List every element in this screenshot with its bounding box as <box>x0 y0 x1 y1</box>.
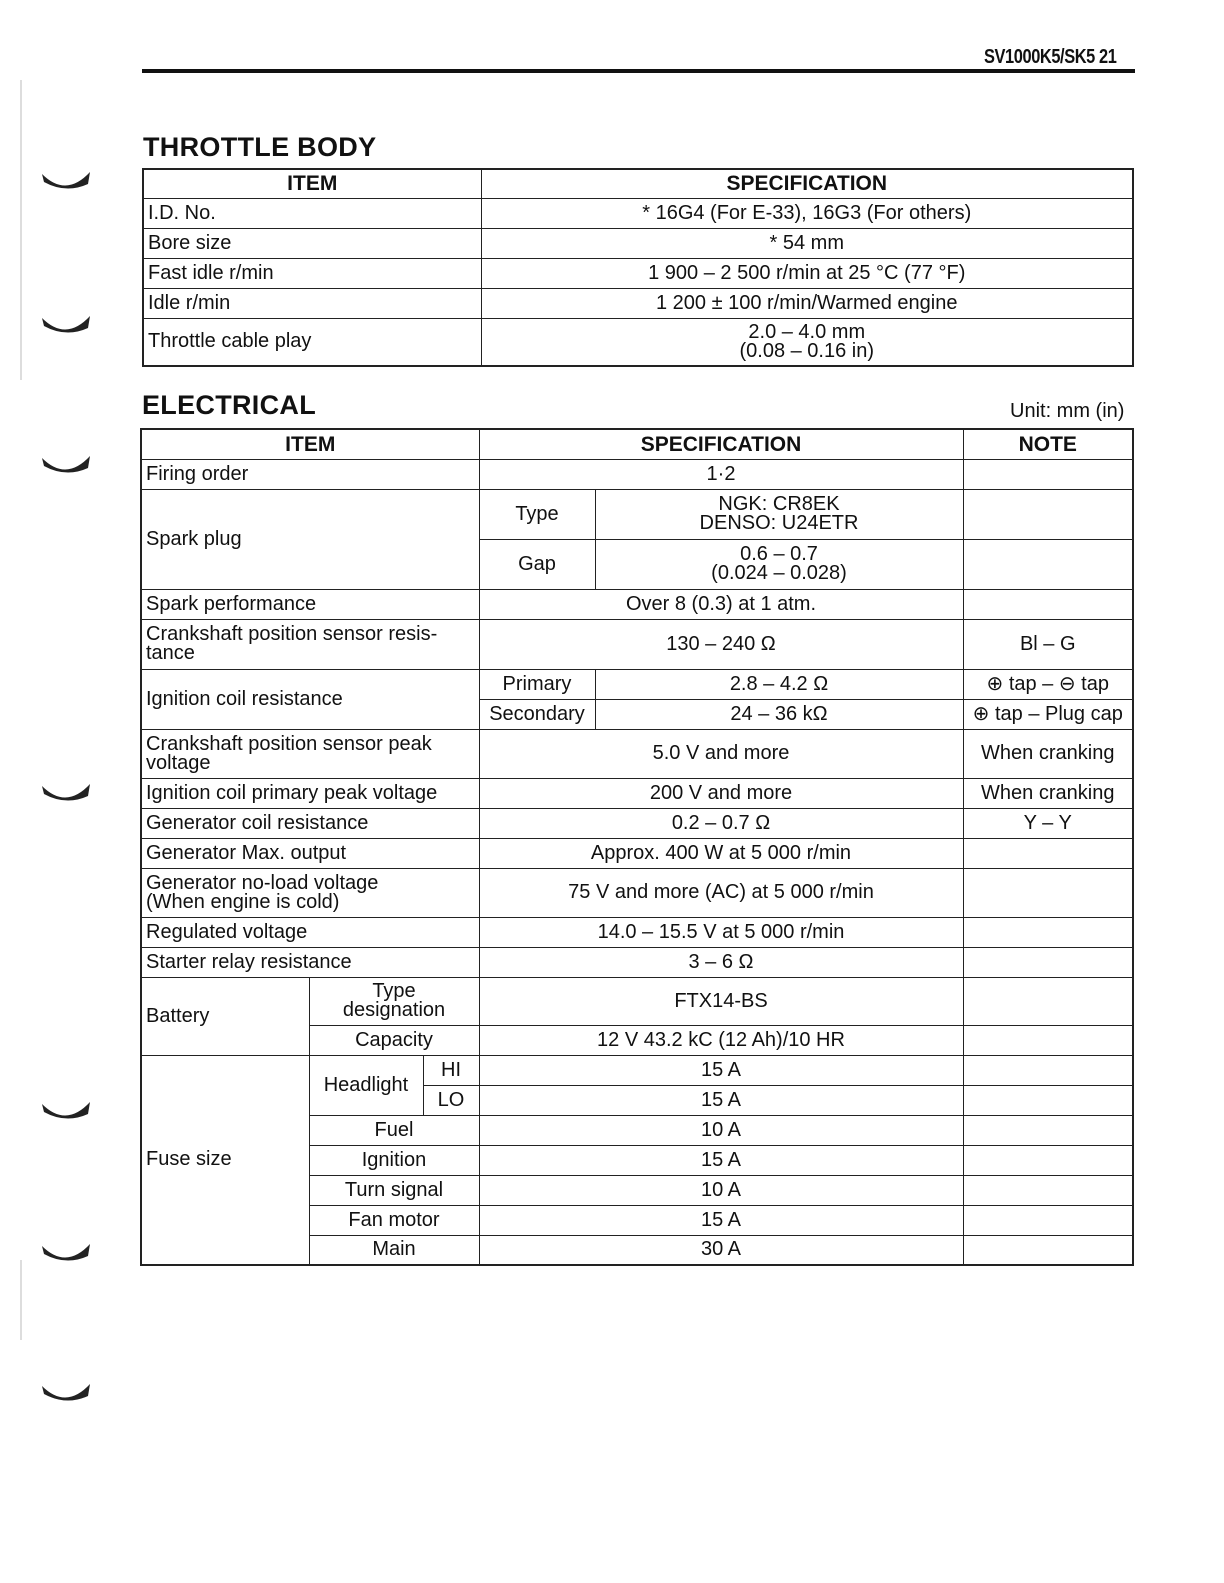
sub-label: HI <box>423 1055 479 1085</box>
sub-label <box>309 977 479 1025</box>
page-edge-line <box>20 80 22 380</box>
row-spec: 130 – 240 Ω <box>479 619 963 669</box>
row-spec: 3 – 6 Ω <box>479 947 963 977</box>
row-spec: 15 A <box>479 1085 963 1115</box>
spec-line: (0.024 – 0.028) <box>711 562 847 584</box>
row-item: Spark plug <box>141 489 479 589</box>
row-note <box>963 838 1133 868</box>
row-spec <box>481 318 1133 366</box>
row-item: Bore size <box>143 228 481 258</box>
row-spec <box>595 539 963 589</box>
row-note: When cranking <box>963 778 1133 808</box>
row-spec: FTX14-BS <box>479 977 963 1025</box>
row-item <box>141 619 479 669</box>
col-header-note: NOTE <box>963 429 1133 459</box>
row-note <box>963 1025 1133 1055</box>
binder-hole-mark <box>40 780 92 806</box>
row-item: Idle r/min <box>143 288 481 318</box>
row-item: Ignition coil resistance <box>141 669 479 729</box>
sub-label: Gap <box>479 539 595 589</box>
row-item: Fast idle r/min <box>143 258 481 288</box>
row-note: ⊕ tap – Plug cap <box>963 699 1133 729</box>
sub-label: Main <box>309 1235 479 1265</box>
electrical-table <box>140 428 1134 1266</box>
row-item: Fuse size <box>141 1055 309 1265</box>
row-item: Battery <box>141 977 309 1055</box>
row-note: Bl – G <box>963 619 1133 669</box>
sub-label-line: designation <box>342 999 446 1021</box>
row-item: Throttle cable play <box>143 318 481 366</box>
item-line: tance <box>146 642 195 664</box>
page-edge-line <box>20 1260 22 1340</box>
row-spec: 0.2 – 0.7 Ω <box>479 808 963 838</box>
row-item: Regulated voltage <box>141 917 479 947</box>
throttle-body-title: THROTTLE BODY <box>143 132 377 162</box>
row-note <box>963 947 1133 977</box>
row-item: Spark performance <box>141 589 479 619</box>
row-note: When cranking <box>963 729 1133 778</box>
row-note <box>963 1175 1133 1205</box>
sub-label: Fuel <box>309 1115 479 1145</box>
header-rule <box>142 69 1135 73</box>
spec-line: NGK: CR8EK <box>718 493 840 515</box>
row-spec: 14.0 – 15.5 V at 5 000 r/min <box>479 917 963 947</box>
row-spec <box>595 489 963 539</box>
page-header: SV1000K5/SK5 21 <box>984 46 1117 68</box>
row-item <box>141 729 479 778</box>
col-header-spec: SPECIFICATION <box>481 169 1133 198</box>
row-note <box>963 977 1133 1025</box>
row-spec: 200 V and more <box>479 778 963 808</box>
row-note <box>963 1055 1133 1085</box>
row-note <box>963 1115 1133 1145</box>
binder-hole-mark <box>40 312 92 338</box>
row-spec: 75 V and more (AC) at 5 000 r/min <box>479 868 963 917</box>
binder-hole-mark <box>40 168 92 194</box>
row-spec: 1 200 ± 100 r/min/Warmed engine <box>481 288 1133 318</box>
item-line: Generator no-load voltage <box>146 871 379 894</box>
row-item: I.D. No. <box>143 198 481 228</box>
row-note <box>963 539 1133 589</box>
item-line: Crankshaft position sensor peak <box>146 732 432 755</box>
binder-hole-mark <box>40 452 92 478</box>
row-spec: 12 V 43.2 kC (12 Ah)/10 HR <box>479 1025 963 1055</box>
row-item <box>141 868 479 917</box>
row-spec: 15 A <box>479 1055 963 1085</box>
row-spec: 15 A <box>479 1205 963 1235</box>
binder-hole-mark <box>40 1240 92 1266</box>
col-header-item: ITEM <box>141 429 479 459</box>
sub-label: Fan motor <box>309 1205 479 1235</box>
row-note <box>963 489 1133 539</box>
sub-label: Ignition <box>309 1145 479 1175</box>
row-spec: 1 900 – 2 500 r/min at 25 °C (77 °F) <box>481 258 1133 288</box>
row-note: ⊕ tap – ⊖ tap <box>963 669 1133 699</box>
row-note <box>963 1145 1133 1175</box>
sub-label: Capacity <box>309 1025 479 1055</box>
row-note <box>963 1085 1133 1115</box>
row-spec: 1·2 <box>479 459 963 489</box>
item-line: Crankshaft position sensor resis- <box>146 623 438 645</box>
row-spec: Approx. 400 W at 5 000 r/min <box>479 838 963 868</box>
row-spec: 10 A <box>479 1115 963 1145</box>
sub-label: Headlight <box>309 1055 423 1115</box>
item-line: voltage <box>146 751 211 774</box>
sub-label: Turn signal <box>309 1175 479 1205</box>
spec-line: DENSO: U24ETR <box>699 512 859 534</box>
row-spec: 24 – 36 kΩ <box>595 699 963 729</box>
row-note <box>963 917 1133 947</box>
row-item: Generator coil resistance <box>141 808 479 838</box>
row-note <box>963 868 1133 917</box>
row-spec: 15 A <box>479 1145 963 1175</box>
sub-label: Secondary <box>479 699 595 729</box>
row-item: Firing order <box>141 459 479 489</box>
row-note <box>963 459 1133 489</box>
row-item: Starter relay resistance <box>141 947 479 977</box>
row-note: Y – Y <box>963 808 1133 838</box>
row-note <box>963 1205 1133 1235</box>
row-spec: 5.0 V and more <box>479 729 963 778</box>
row-spec: 30 A <box>479 1235 963 1265</box>
electrical-title: ELECTRICAL <box>142 390 316 420</box>
binder-hole-mark <box>40 1380 92 1406</box>
row-spec: 2.8 – 4.2 Ω <box>595 669 963 699</box>
row-spec: * 54 mm <box>481 228 1133 258</box>
binder-hole-mark <box>40 1098 92 1124</box>
row-note <box>963 1235 1133 1265</box>
col-header-item: ITEM <box>143 169 481 198</box>
sub-label: Primary <box>479 669 595 699</box>
row-item: Generator Max. output <box>141 838 479 868</box>
spec-line: 2.0 – 4.0 mm <box>748 320 866 343</box>
row-spec: Over 8 (0.3) at 1 atm. <box>479 589 963 619</box>
throttle-body-table <box>142 168 1134 367</box>
row-spec: * 16G4 (For E-33), 16G3 (For others) <box>481 198 1133 228</box>
row-item: Ignition coil primary peak voltage <box>141 778 479 808</box>
sub-label-line: Type <box>372 980 416 1002</box>
sub-label: Type <box>479 489 595 539</box>
item-line: (When engine is cold) <box>146 890 340 913</box>
col-header-spec: SPECIFICATION <box>479 429 963 459</box>
row-note <box>963 589 1133 619</box>
row-spec: 10 A <box>479 1175 963 1205</box>
spec-line: 0.6 – 0.7 <box>740 543 818 565</box>
sub-label: LO <box>423 1085 479 1115</box>
spec-line: (0.08 – 0.16 in) <box>739 339 875 362</box>
unit-label: Unit: mm (in) <box>1010 400 1125 422</box>
